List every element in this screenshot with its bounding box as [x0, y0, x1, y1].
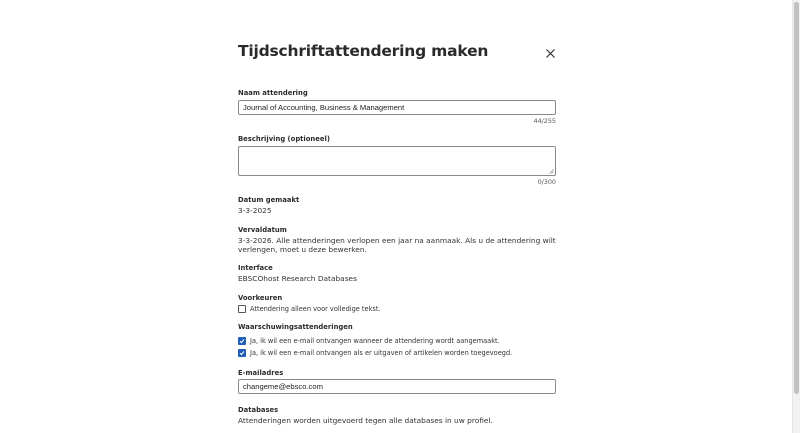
date-created-value: 3-3-2025: [238, 206, 272, 215]
interface-value: EBSCOhost Research Databases: [238, 274, 357, 283]
alert-name-label: Naam attendering: [238, 89, 308, 97]
resize-grip-icon[interactable]: [549, 169, 554, 174]
expiry-date-value: 3-3-2026. Alle attenderingen verlopen een jaar na aanmaak. Als u de attendering wilt verlengen, moet u deze bewerken.: [238, 236, 556, 254]
expiry-date-label: Vervaldatum: [238, 226, 287, 234]
scrollbar-thumb[interactable]: [794, 2, 799, 394]
email-on-new-issue-label: Ja, ik wil een e-mail ontvangen als er uitgaven of artikelen worden toegevoegd.: [250, 348, 513, 357]
interface-label: Interface: [238, 264, 273, 272]
alert-name-input[interactable]: [238, 100, 556, 115]
warning-alerts-label: Waarschuwingsattenderingen: [238, 323, 353, 331]
preferences-label: Voorkeuren: [238, 294, 283, 302]
description-label: Beschrijving (optioneel): [238, 135, 330, 143]
description-textarea[interactable]: [238, 146, 556, 176]
email-on-new-issue-checkbox[interactable]: [238, 348, 512, 357]
checkbox-checked-icon[interactable]: [238, 337, 246, 345]
full-text-only-checkbox[interactable]: [238, 304, 381, 313]
page-scrollbar[interactable]: [792, 0, 800, 433]
databases-label: Databases: [238, 406, 279, 414]
email-on-create-checkbox[interactable]: [238, 336, 500, 345]
close-button[interactable]: [543, 46, 558, 61]
dialog-title: Tijdschriftattendering maken: [238, 42, 489, 60]
alert-name-counter: 44/255: [533, 117, 556, 125]
date-created-label: Datum gemaakt: [238, 196, 300, 204]
email-on-create-label: Ja, ik wil een e-mail ontvangen wanneer de attendering wordt aangemaakt.: [250, 336, 500, 345]
checkbox-unchecked-icon[interactable]: [238, 305, 246, 313]
databases-value: Attenderingen worden uitgevoerd tegen alle databases in uw profiel.: [238, 416, 493, 425]
checkbox-checked-icon[interactable]: [238, 349, 246, 357]
full-text-only-label: Attendering alleen voor volledige tekst.: [250, 304, 381, 313]
email-input[interactable]: [238, 379, 556, 394]
email-label: E-mailadres: [238, 369, 284, 377]
description-counter: 0/300: [537, 178, 556, 186]
close-icon[interactable]: [543, 46, 558, 61]
